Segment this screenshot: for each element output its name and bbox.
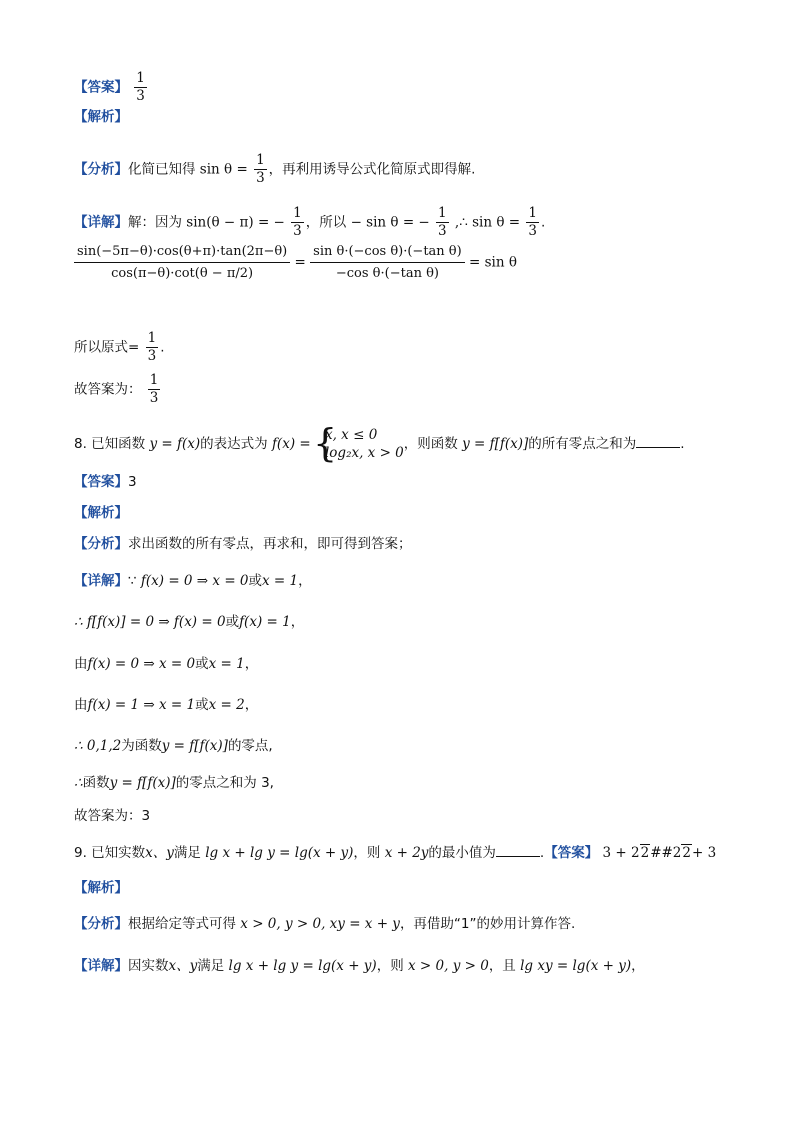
q9-stem: 9. 已知实数x、y满足 lg x + lg y = lg(x + y)，则 x + 2y的最小值为 .【答案】 3 + 22##22+ 3 — [74, 845, 717, 861]
q8-detail-5: ∴ 0,1,2为函数y = f[f(x)]的零点, — [74, 738, 273, 754]
q8-fenxi-line: 【分析】求出函数的所有零点，再求和，即可得到答案； — [74, 536, 412, 552]
q8-final: 故答案为：3 — [74, 808, 151, 824]
piecewise-function: { x, x ≤ 0 log₂x, x > 0 — [315, 426, 404, 462]
q7-fenxi-line: 【分析】化简已知得 sin θ = $\frac{1}{3}$ ，再利用诱导公式化简原式即得解. — [74, 152, 476, 186]
q8-detail-4: 由f(x) = 1 ⇒ x = 1或x = 2， — [74, 697, 259, 713]
q8-detail-3: 由f(x) = 0 ⇒ x = 0或x = 1， — [74, 656, 259, 672]
answer-blank — [496, 843, 540, 857]
big-fraction-left: $\frac{\sin(-5\pi-\theta)\cdot\cos(\theta+\pi)\cdot\tan(2\pi-\theta)}{\cos(\pi-\theta)\cdot\cot(\theta - \pi/2)}$ — [74, 244, 290, 281]
q7-big-equation: $\frac{\sin(-5\pi-\theta)\cdot\cos(\theta+\pi)\cdot\tan(2\pi-\theta)}{\cos(\pi-\theta)\cdot\cot(\theta - \pi/2)}$ = $\frac{\text{sin θ·(−cos θ)·(−tan θ)}}{\text{−cos θ·(−tan θ)}}$ = sin θ — [74, 244, 517, 281]
q9-analysis-label: 【解析】 — [74, 880, 128, 896]
answer-label: 【答案】 — [74, 79, 128, 96]
q8-analysis-label: 【解析】 — [74, 505, 128, 521]
big-fraction-right: $\frac{\text{sin θ·(−cos θ)·(−tan θ)}}{\text{−cos θ·(−tan θ)}}$ — [310, 244, 465, 281]
q8-detail-6: ∴函数y = f[f(x)]的零点之和为 3, — [74, 775, 274, 791]
answer-blank — [636, 434, 680, 448]
q8-detail-2: ∴ f[f(x)] = 0 ⇒ f(x) = 0或f(x) = 1， — [74, 614, 305, 630]
q7-answer-line — [74, 70, 149, 105]
answer-fraction: $\frac{1}{3}$ — [136, 70, 145, 104]
q8-detail-1: 【详解】∵ f(x) = 0 ⇒ x = 0或x = 1， — [74, 573, 312, 589]
q7-result-line: 所以原式= $\frac{1}{3}$ . — [74, 330, 165, 364]
q7-final-line: 故答案为： $\frac{1}{3}$ — [74, 372, 159, 406]
q7-detail-line: 【详解】解：因为 sin(θ − π) = − $\frac{1}{3}$ ，所以 − sin θ = − $\frac{1}{3}$ ,∴ sin θ = $\frac{1}{3}$ . — [74, 205, 546, 239]
q9-fenxi-line: 【分析】根据给定等式可得 x > 0, y > 0, xy = x + y，再借助“1”的妙用计算作答. — [74, 916, 576, 932]
q9-detail-line: 【详解】因实数x、y满足 lg x + lg y = lg(x + y)，则 x > 0, y > 0，且 lg xy = lg(x + y)， — [74, 958, 645, 974]
q8-answer-line: 【答案】3 — [74, 474, 137, 490]
fraction: $\frac{1}{3}$ — [256, 152, 265, 186]
q7-analysis-label: 【解析】 — [74, 109, 128, 125]
q8-stem: 8. 已知函数 y = f(x)的表达式为 f(x) = { x, x ≤ 0 log₂x, x > 0 ，则函数 y = f[f(x)]的所有零点之和为 . — [74, 426, 685, 462]
